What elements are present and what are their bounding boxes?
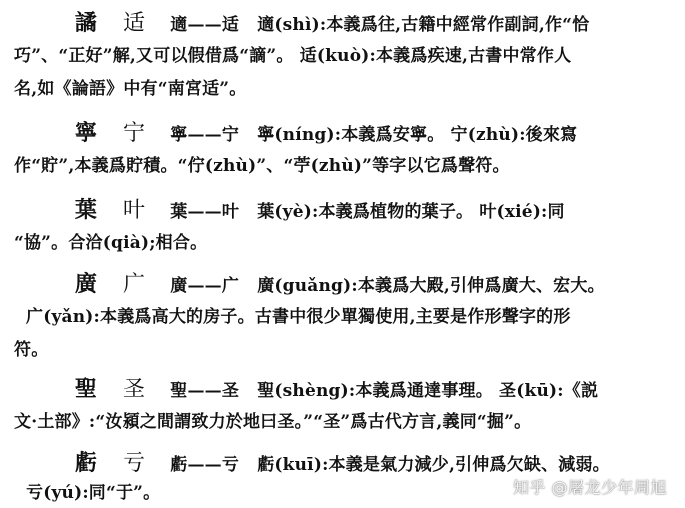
definition-line: 亏(yú):同“于”。 xyxy=(26,483,161,503)
definition-text: 葉(yè):本義爲植物的葉子。 叶(xié):同 xyxy=(257,202,565,222)
simplified-glyph: 广 xyxy=(123,272,146,297)
definition-line: 文·土部》:“汝潁之間謂致力於地曰圣。”“圣”爲古代方言,義同“掘”。 xyxy=(14,412,532,432)
definition-line: 广(yǎn):本義爲高大的房子。古書中很少單獨使用,主要是作形聲字的形 xyxy=(26,307,571,327)
char-pair: 聖——圣 xyxy=(170,381,240,401)
simplified-glyph: 亏 xyxy=(123,451,146,476)
definition-text: 適(shì):本義爲往,古籍中經常作副詞,作“恰 xyxy=(257,15,590,35)
definition-line: 符。 xyxy=(14,340,49,360)
seal-script-glyph: 寧 xyxy=(74,120,98,146)
char-pair: 適——适 xyxy=(170,15,240,35)
simplified-glyph: 叶 xyxy=(123,198,146,223)
entry-headline xyxy=(66,12,675,36)
definition-text: 聖(shèng):本義爲通達事理。 圣(kū):《説 xyxy=(257,381,599,401)
entry-headline xyxy=(66,378,675,402)
entry-headline xyxy=(66,452,675,476)
definition-text: 虧(kuī):本義是氣力減少,引伸爲欠缺、減弱。 xyxy=(257,455,610,475)
seal-script-glyph: 譎 xyxy=(74,10,98,36)
char-pair: 寧——宁 xyxy=(170,125,240,145)
entry-headline xyxy=(66,199,675,223)
simplified-glyph: 圣 xyxy=(123,377,146,402)
definition-text: 寧(níng):本義爲安寧。 宁(zhù):後來寫 xyxy=(257,125,578,145)
char-pair: 廣——广 xyxy=(170,276,240,296)
definition-line: “協”。合洽(qià);相合。 xyxy=(14,233,208,253)
seal-script-glyph: 葉 xyxy=(74,197,98,223)
seal-script-glyph: 聖 xyxy=(74,376,98,402)
definition-line: 名,如《論語》中有“南宮适”。 xyxy=(14,79,247,99)
simplified-glyph: 适 xyxy=(123,11,146,36)
entry-headline xyxy=(66,273,675,297)
char-pair: 虧——亏 xyxy=(170,455,240,475)
definition-text: 廣(guǎng):本義爲大殿,引伸爲廣大、宏大。 xyxy=(257,276,605,296)
seal-script-glyph: 廣 xyxy=(74,271,98,297)
zhihu-watermark: 知乎 @屠龙少年周旭 xyxy=(512,478,667,497)
char-pair: 葉——叶 xyxy=(170,202,240,222)
definition-line: 作“貯”,本義爲貯積。“佇(zhù)”、“苧(zhù)”等字以它爲聲符。 xyxy=(14,156,510,176)
definition-line: 巧”、“正好”解,又可以假借爲“謫”。 适(kuò):本義爲疾速,古書中常作人 xyxy=(14,46,572,66)
entry-headline xyxy=(66,122,675,146)
simplified-glyph: 宁 xyxy=(123,121,146,146)
seal-script-glyph: 虧 xyxy=(74,450,98,476)
